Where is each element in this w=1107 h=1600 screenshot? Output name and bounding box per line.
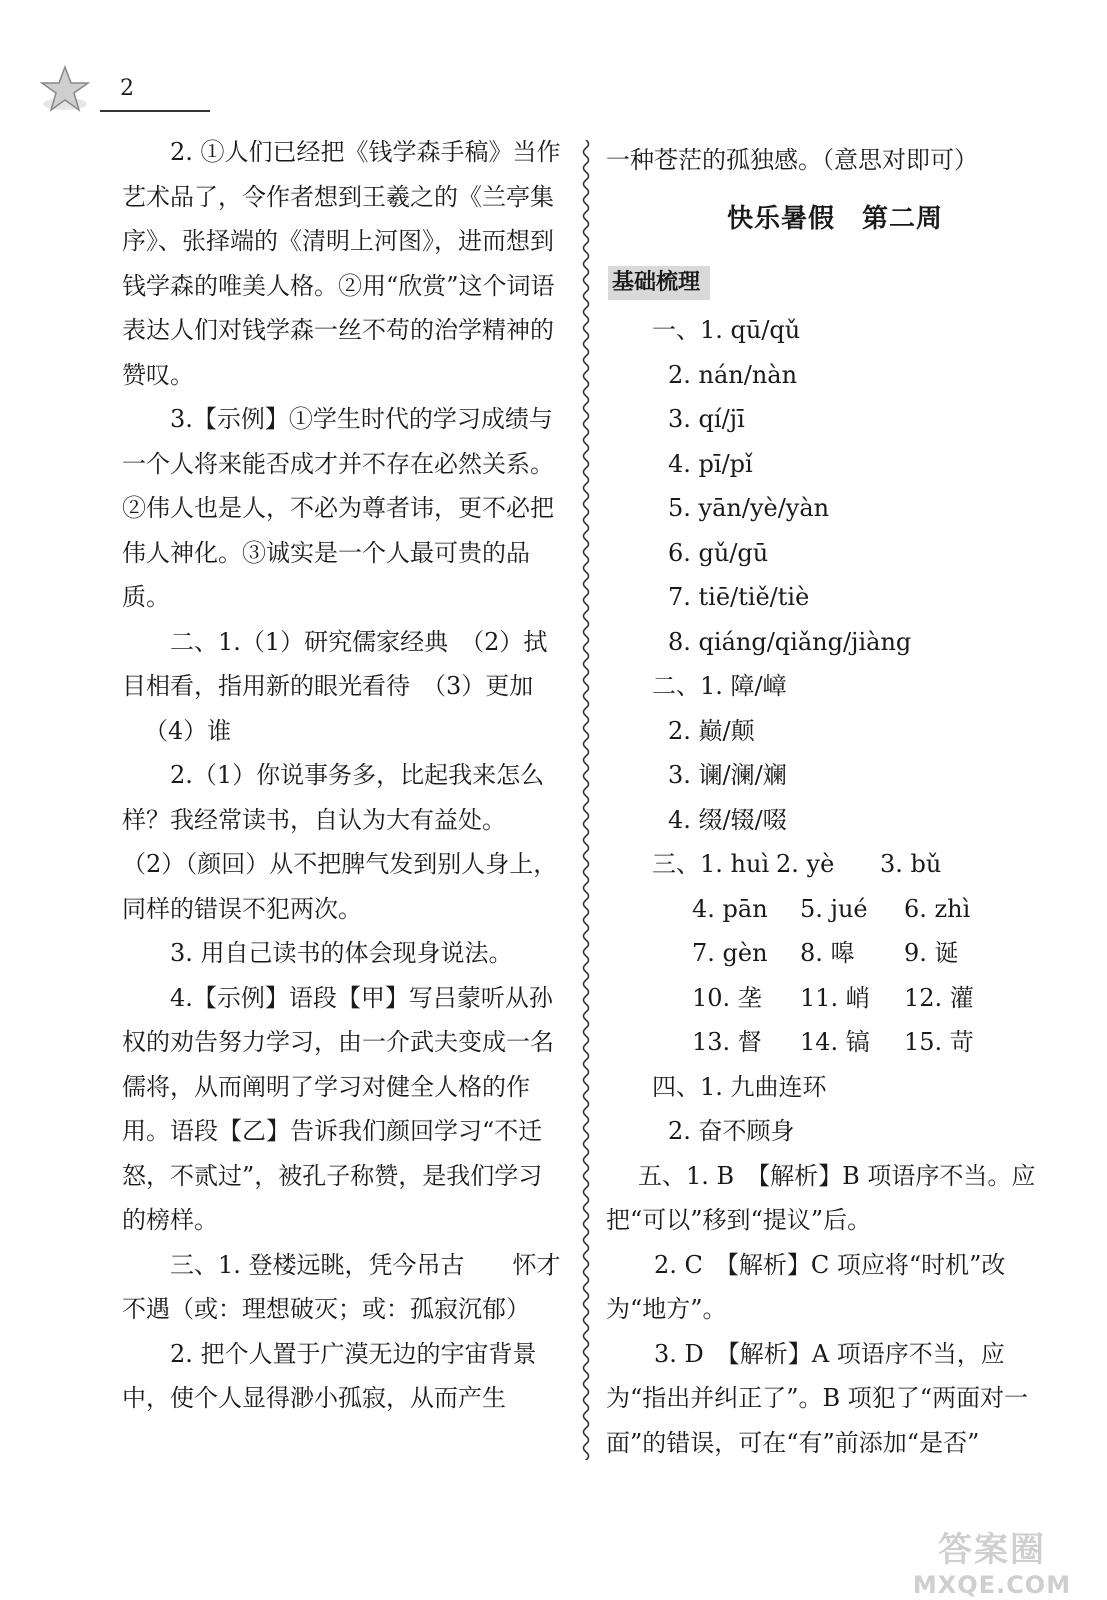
answer-line: 4. 缀/辍/啜	[668, 805, 787, 834]
answer-grid-row	[620, 842, 1050, 887]
grid-cell: 14. 镐	[800, 1028, 870, 1056]
right-column	[606, 138, 1050, 1465]
answer-paragraph: 2.（1）你说事务多，比起我来怎么样？我经常读书，自认为大有益处。	[122, 761, 545, 834]
answer-paragraph: 二、1.（1）研究儒家经典 （2）拭目相看，指用新的眼光看待 （3）更加	[122, 627, 548, 700]
answer-grid-row	[620, 887, 1050, 932]
answer-line: 四、1. 九曲连环	[652, 1072, 827, 1101]
grid-cell: 2. yè	[776, 850, 835, 878]
grid-cell: 11. 峭	[800, 983, 870, 1012]
continuation-text: 一种苍茫的孤独感。（意思对即可）	[606, 146, 978, 174]
watermark-url: MXQE.COM	[912, 1571, 1072, 1599]
answer-line: 4. pī/pǐ	[668, 449, 753, 478]
section-label: 基础梳理	[608, 266, 710, 300]
answer-line: 二、1. 障/嶂	[652, 672, 787, 700]
grid-cell: 3. bǔ	[880, 850, 942, 878]
grid-cell: 7. gèn	[692, 939, 768, 967]
grid-cell: 12. 灌	[904, 983, 974, 1012]
watermark-logo-text: 答案圈	[938, 1530, 1046, 1570]
answer-line: 2. 巅/颠	[668, 716, 755, 745]
answer-paragraph: 3. D 【解析】A 项语序不当，应为“指出并纠正了”。B 项犯了“两面对一面”的错误，可在“有”前添加“是否”	[606, 1339, 1029, 1457]
week-title: 快乐暑假 第二周	[726, 203, 943, 234]
answer-grid-row	[620, 1020, 1050, 1065]
answer-line: 8. qiáng/qiǎng/jiàng	[668, 627, 912, 656]
grid-cell: 6. zhì	[904, 894, 971, 923]
star-icon	[40, 64, 90, 114]
answer-paragraph: 2. ①人们已经把《钱学森手稿》当作艺术品了，令作者想到王羲之的《兰亭集序》、张择端的《清明上河图》，进而想到钱学森的唯美人格。②用“欣赏”这个词语表达人们对钱学森一丝不苟的治学精神的赞叹。	[122, 138, 561, 389]
grid-cell: 8. 嗥	[800, 939, 855, 967]
grid-cell: 15. 苛	[904, 1028, 974, 1056]
watermark	[907, 1522, 1077, 1599]
grid-cell: 三、1. huì	[652, 850, 770, 878]
answer-line: 3. qí/jī	[668, 405, 745, 433]
answer-line: 2. nán/nàn	[668, 360, 798, 389]
grid-cell: 4. pān	[692, 894, 768, 923]
answer-paragraph: 4.【示例】语段【甲】写吕蒙听从孙权的劝告努力学习，由一介武夫变成一名儒将，从而阐明了学习对健全人格的作用。语段【乙】告诉我们颜回学习“不迁怒，不贰过”，被孔子称赞，是我们学习的榜样。	[122, 983, 554, 1234]
answer-paragraph: 三、1. 登楼远眺，凭今吊古 怀才不遇（或：理想破灭；或：孤寂沉郁）	[122, 1250, 561, 1323]
answer-line: 7. tiē/tiě/tiè	[668, 583, 810, 611]
grid-cell: 10. 垄	[692, 983, 762, 1012]
answer-paragraph: 3. 用自己读书的体会现身说法。	[170, 939, 513, 967]
answer-line: 3. 谰/澜/斓	[668, 761, 787, 789]
answer-paragraph: （4）谁	[144, 716, 232, 745]
page-number: 2	[120, 76, 134, 101]
answer-paragraph: 2. C 【解析】C 项应将“时机”改为“地方”。	[606, 1250, 1006, 1323]
answer-paragraph: 2. 把个人置于广漠无边的宇宙背景中，使个人显得渺小孤寂，从而产生	[122, 1339, 537, 1412]
answer-paragraph: （2）（颜回）从不把脾气发到别人身上，同样的错误不犯两次。	[122, 850, 558, 923]
answer-line: 2. 奋不顾身	[668, 1117, 795, 1145]
grid-cell: 9. 诞	[904, 939, 959, 967]
answer-paragraph: 五、1. B 【解析】B 项语序不当。应把“可以”移到“提议”后。	[606, 1161, 1036, 1234]
left-column	[122, 130, 562, 1421]
answer-line: 一、1. qū/qǔ	[652, 316, 801, 344]
header-rule	[100, 110, 210, 112]
grid-cell: 5. jué	[800, 894, 868, 923]
grid-cell: 13. 督	[692, 1028, 762, 1056]
answer-line: 5. yān/yè/yàn	[668, 494, 830, 522]
answer-paragraph: 3.【示例】①学生时代的学习成绩与一个人将来能否成才并不存在必然关系。②伟人也是人，不必为尊者讳，更不必把伟人神化。③诚实是一个人最可贵的品质。	[122, 405, 554, 611]
answer-line: 6. gǔ/gū	[668, 538, 769, 567]
answer-grid-row	[620, 931, 1050, 976]
answer-grid-row	[620, 976, 1050, 1021]
wavy-column-divider	[579, 140, 593, 1460]
page-header	[40, 64, 170, 114]
